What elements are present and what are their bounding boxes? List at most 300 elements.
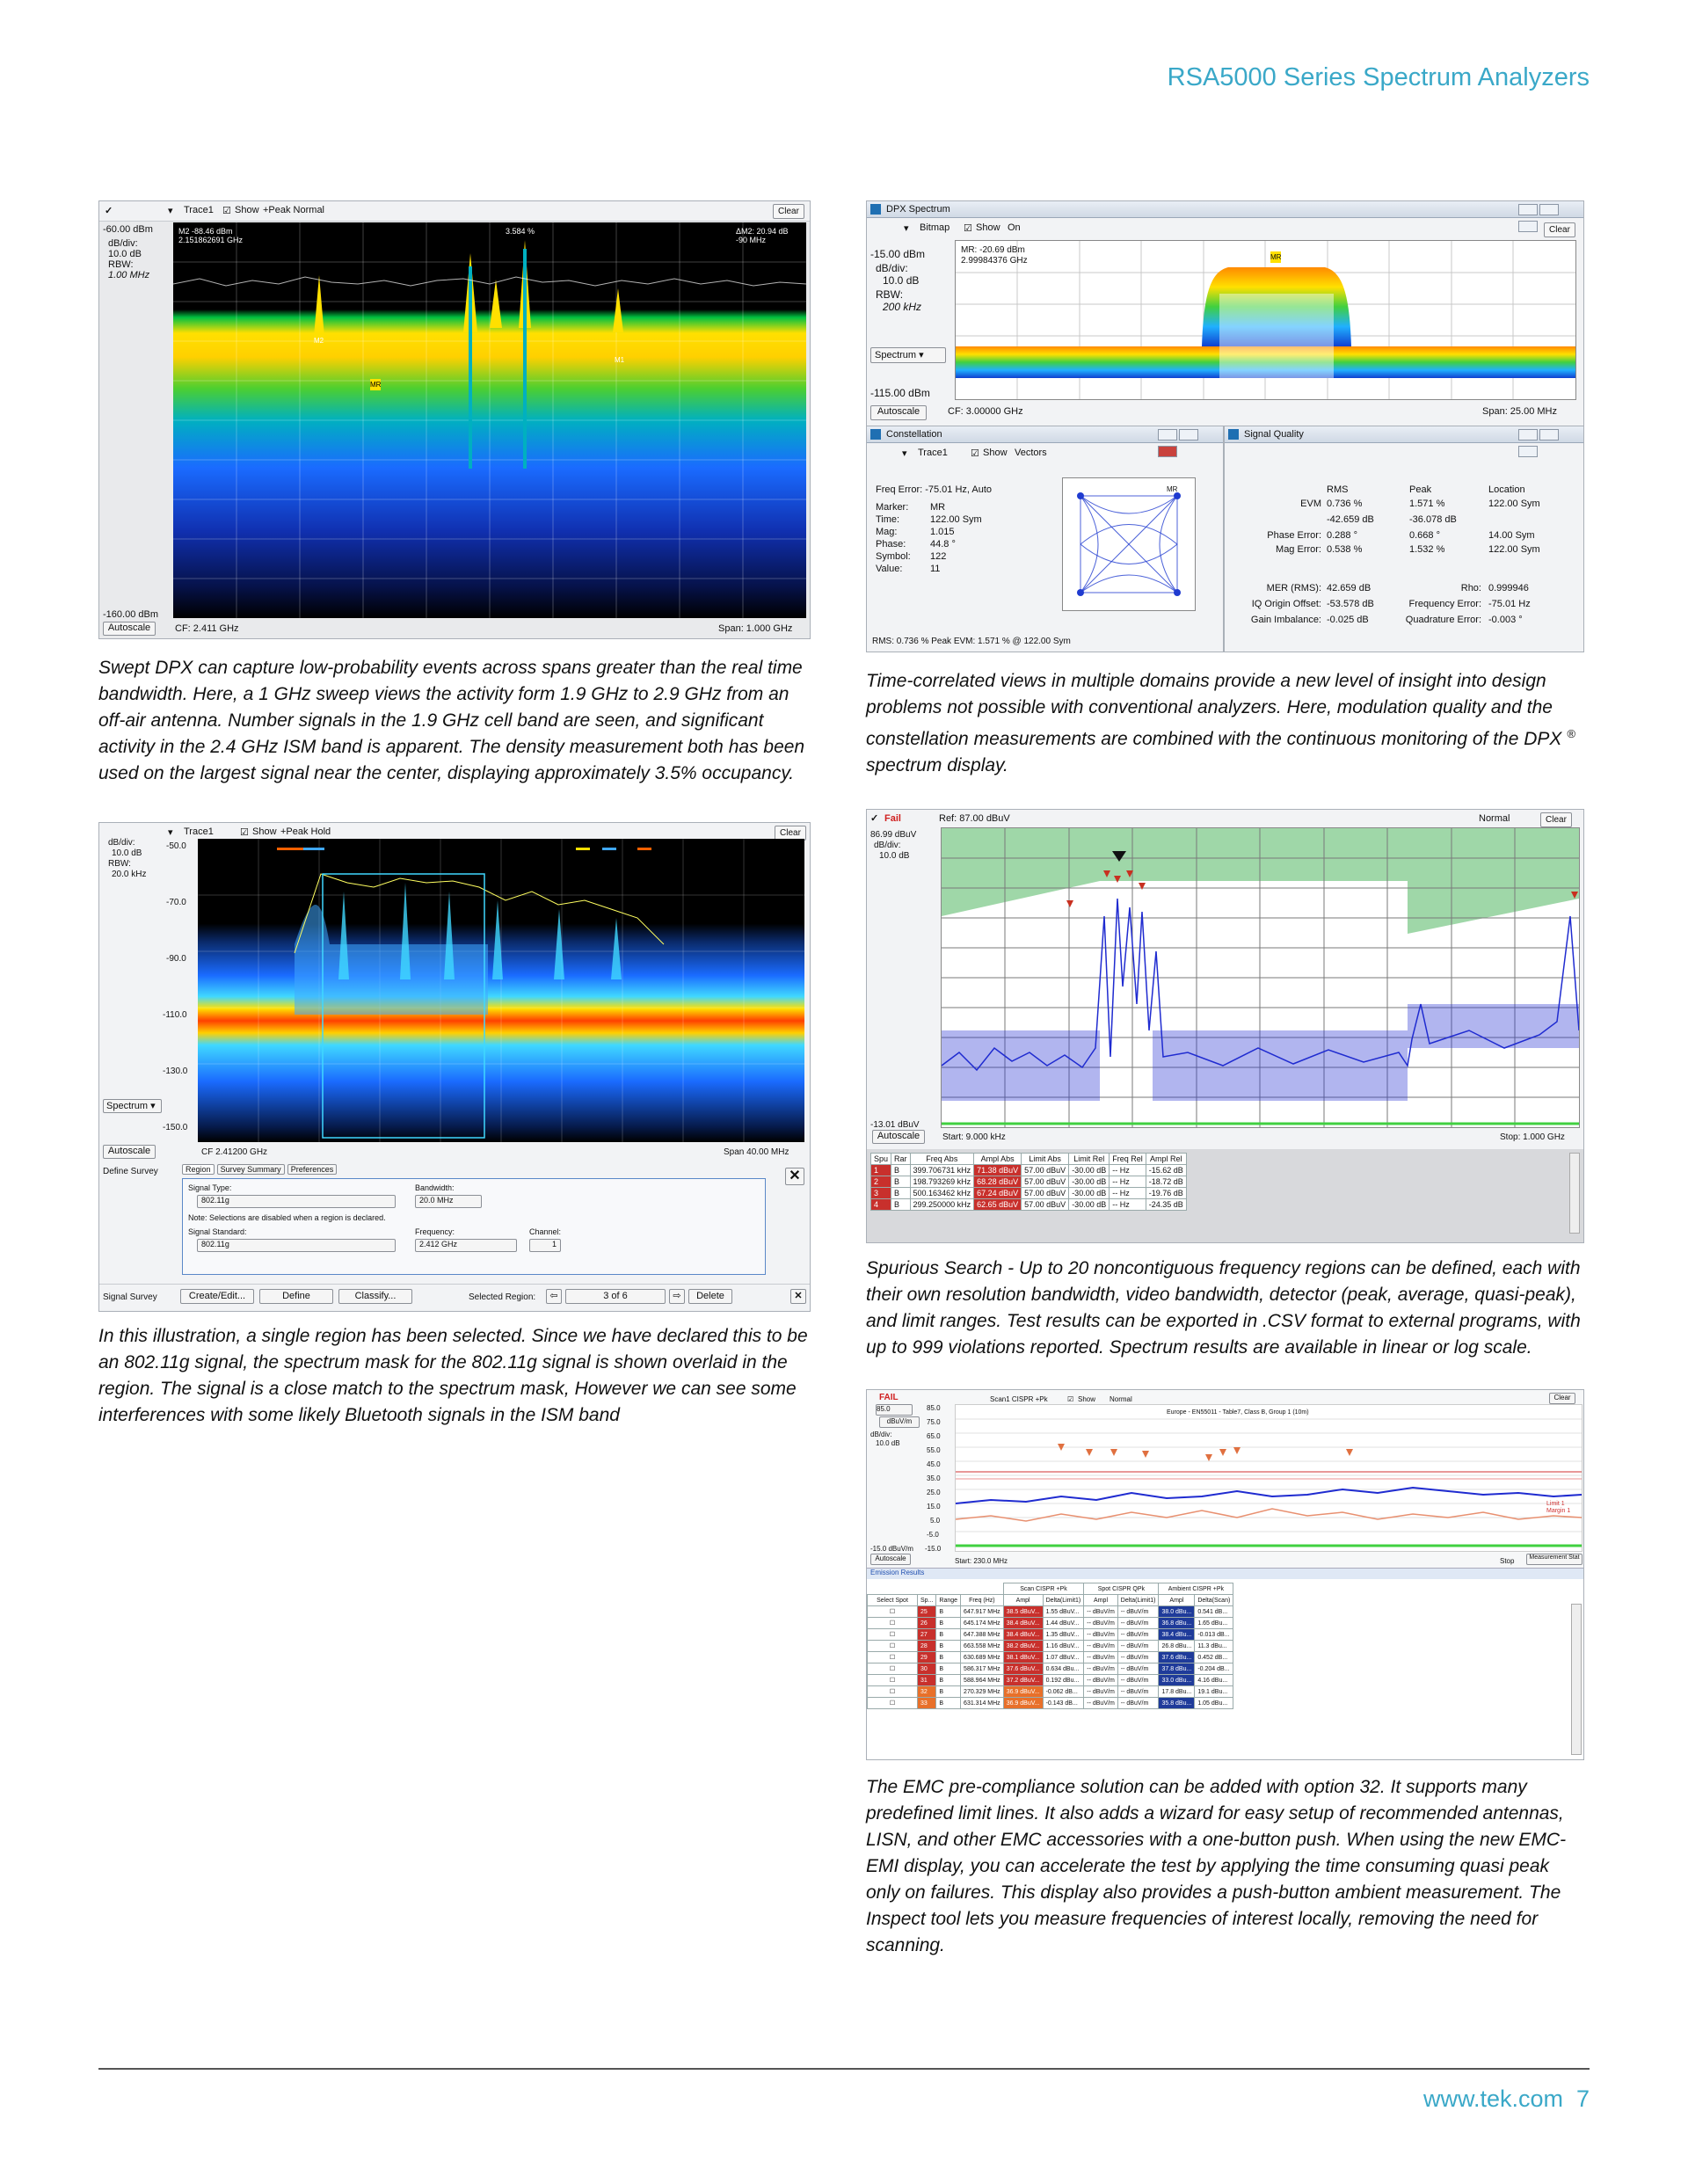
location-header: Location <box>1488 484 1525 495</box>
show-checkbox[interactable]: ☑ <box>971 448 979 459</box>
scan-delta: 1.07 dBuV... <box>1043 1652 1084 1663</box>
ambient-delta: 1.05 dBu... <box>1195 1698 1233 1709</box>
column-header[interactable]: Ampl <box>1084 1595 1118 1606</box>
vectors-label: Vectors <box>1015 448 1047 458</box>
db-div-value[interactable]: 10.0 dB <box>883 274 920 287</box>
survey-spectrum-plot[interactable] <box>198 839 804 1142</box>
spot-ampl: -- dBuV/m <box>1084 1675 1118 1686</box>
mag-label: Mag: <box>876 527 898 537</box>
table-row[interactable] <box>871 1176 1187 1188</box>
caption-time-correlated-text: Time-correlated views in multiple domains provide a new level of insight into design problems not possible with conventional analyzers. Here, modulation quality and the constellation measurements are combined with the continuous monitoring of the DPX <box>866 671 1562 749</box>
spot-index: 31 <box>918 1675 936 1686</box>
window-controls[interactable] <box>1517 429 1578 440</box>
column-header[interactable]: Ampl Abs <box>974 1154 1022 1165</box>
delta-readout-1: ΔM2: 20.94 dB <box>736 227 789 236</box>
scan-delta: 1.35 dBuV... <box>1043 1629 1084 1641</box>
autoscale-button[interactable]: Autoscale <box>103 1145 156 1159</box>
ampl-rel: -24.35 dB <box>1146 1199 1186 1211</box>
y-tick: 85.0 <box>927 1404 941 1412</box>
scan-delta: 0.634 dBu... <box>1043 1663 1084 1675</box>
marker-mr-label[interactable]: MR <box>1167 485 1178 493</box>
dpx-spectrum-graphic <box>173 222 806 618</box>
mag-error-rms: 0.538 % <box>1327 544 1363 555</box>
rho-label: Rho: <box>1460 583 1481 593</box>
rbw-label: RBW: <box>108 259 134 270</box>
page-number: 7 <box>1575 2086 1590 2112</box>
caption-time-correlated-end: spectrum display. <box>866 755 1008 775</box>
bottom-level[interactable]: -160.00 dBm <box>103 609 158 620</box>
clear-button[interactable]: Clear <box>773 204 804 219</box>
spot-delta: -- dBuV/m <box>1117 1652 1159 1663</box>
rbw-value[interactable]: 20.0 kHz <box>112 870 147 879</box>
y-tick: 25.0 <box>927 1489 941 1496</box>
spur-index: 4 <box>871 1199 891 1211</box>
evm-peak-db: -36.078 dB <box>1409 514 1457 525</box>
iq-origin-offset-label: IQ Origin Offset: <box>1251 599 1321 609</box>
detector-mode[interactable]: +Peak Hold <box>280 826 331 837</box>
marker-readout-2: 2.151862691 GHz <box>178 236 244 244</box>
column-header[interactable]: Delta(Limit1) <box>1117 1595 1159 1606</box>
freq-abs: 399.706731 kHz <box>910 1165 974 1176</box>
freq-rel: -- Hz <box>1110 1176 1146 1188</box>
clear-button[interactable]: Clear <box>1544 222 1575 237</box>
column-header[interactable]: Ampl <box>1159 1595 1195 1606</box>
emission-results-title: Emission Results <box>867 1569 1583 1579</box>
quadrature-error-label: Quadrature Error: <box>1405 615 1481 625</box>
center-frequency[interactable]: CF: 2.411 GHz <box>175 623 239 634</box>
stop-frequency[interactable]: Stop: 1.000 GHz <box>1500 1132 1565 1142</box>
window-icon <box>1228 429 1239 440</box>
freq-abs: 299.250000 kHz <box>910 1199 974 1211</box>
column-header[interactable]: Ampl Rel <box>1146 1154 1186 1165</box>
ambient-ampl: 38.4 dBu... <box>1159 1629 1195 1641</box>
spot-ampl: -- dBuV/m <box>1084 1641 1118 1652</box>
spot-ampl: -- dBuV/m <box>1084 1629 1118 1641</box>
window-controls[interactable] <box>1156 429 1218 440</box>
constellation-titlebar <box>867 426 1223 443</box>
group-header-row <box>868 1583 1233 1595</box>
show-label: Show <box>252 826 277 837</box>
range: B <box>891 1176 911 1188</box>
column-header[interactable]: Limit Rel <box>1069 1154 1110 1165</box>
db-div-value[interactable]: 10.0 dB <box>108 249 142 259</box>
caption-emc: The EMC pre-compliance solution can be added with option 32. It supports many predefined limit lines. It also adds a wizard for easy setup of recommended antennas, LISN, and other EMC accessories with a one-button push. When using the new EMC-EMI display, you can accelerate the test by applying the time consuming quasi peak only on failures. This display also provides a push-button ambient measurement. The Inspect tool lets you measure frequencies of interest locally, removing the need for scanning. <box>866 1777 1567 1955</box>
column-header[interactable]: Sp... <box>918 1595 936 1606</box>
define-survey-label: Define Survey <box>103 1167 158 1176</box>
unit-select[interactable]: dBuV/m <box>879 1416 920 1428</box>
y-tick-3: -90.0 <box>166 954 186 964</box>
db-div-value[interactable]: 10.0 dB <box>112 848 142 858</box>
column-header[interactable]: Limit Abs <box>1022 1154 1069 1165</box>
marker-readout-2: 2.99984376 GHz <box>961 256 1028 266</box>
ampl-abs: 62.65 dBuV <box>974 1199 1022 1211</box>
rbw-label: RBW: <box>108 859 131 869</box>
dropdown-arrow-icon[interactable]: ▾ <box>902 448 907 459</box>
column-header[interactable]: Range <box>936 1595 961 1606</box>
frequency-label: Frequency: <box>415 1227 455 1236</box>
select-checkbox[interactable]: ☐ <box>868 1641 918 1652</box>
evm-rms-db: -42.659 dB <box>1327 514 1374 525</box>
document-header-title: RSA5000 Series Spectrum Analyzers <box>1167 63 1590 91</box>
spurious-results-panel <box>867 1149 1583 1242</box>
y-tick: 35.0 <box>927 1474 941 1482</box>
marker-label: Marker: <box>876 502 909 513</box>
limit-abs: 57.00 dBuV <box>1022 1176 1069 1188</box>
column-header[interactable]: Select Spot <box>868 1595 918 1606</box>
column-header[interactable]: Rar <box>891 1154 911 1165</box>
rms-header: RMS <box>1327 484 1349 495</box>
table-row[interactable] <box>868 1686 1233 1698</box>
select-checkbox[interactable]: ☐ <box>868 1698 918 1709</box>
reference-level[interactable]: Ref: 87.00 dBuV <box>939 813 1010 824</box>
limit-rel: -30.00 dB <box>1069 1199 1110 1211</box>
value-value: 11 <box>930 564 941 574</box>
spurious-search-screenshot <box>866 809 1584 1243</box>
measurement-status[interactable]: Measurement Stat <box>1526 1554 1582 1565</box>
survey-spectrum-graphic <box>198 839 804 1142</box>
tab-region[interactable]: Region <box>182 1164 215 1175</box>
range: B <box>936 1606 961 1618</box>
select-checkbox[interactable]: ☐ <box>868 1663 918 1675</box>
top-level[interactable]: 86.99 dBuV <box>870 830 917 840</box>
survey-action-bar <box>99 1284 810 1307</box>
scan-ampl: 38.5 dBuV... <box>1003 1606 1043 1618</box>
table-row[interactable] <box>871 1188 1187 1199</box>
mag-error-label: Mag Error: <box>1276 544 1321 555</box>
limit-title: Europe - EN55011 - Table7, Class B, Group 1 (10m) <box>1167 1409 1309 1416</box>
table-row[interactable] <box>871 1199 1187 1211</box>
column-header[interactable]: Ampl <box>1003 1595 1043 1606</box>
caption-signal-survey: In this illustration, a single region has been selected. Since we have declared this to be an 802.11g signal, the spectrum mask for the 802.11g signal is shown overlaid in the region. The signal is a close match to the spectrum mask, However we can see some interferences with some likely Bluetooth signals in the ISM band <box>98 1326 808 1425</box>
dpx-spectrum-plot[interactable] <box>955 240 1576 400</box>
scan-ampl: 38.1 dBuV... <box>1003 1652 1043 1663</box>
spur-index: 1 <box>871 1165 891 1176</box>
next-region-icon[interactable]: ⇨ <box>669 1289 685 1304</box>
marker-mr-label[interactable]: MR <box>1270 253 1282 261</box>
clear-button[interactable]: Clear <box>775 826 806 841</box>
spurious-spectrum-graphic <box>942 828 1579 1127</box>
trace-select[interactable]: Trace1 <box>918 448 948 458</box>
limit-abs: 57.00 dBuV <box>1022 1188 1069 1199</box>
gain-imbalance-value: -0.025 dB <box>1327 615 1369 625</box>
mer-value: 42.659 dB <box>1327 583 1372 593</box>
signal-quality-title: Signal Quality <box>1244 429 1304 440</box>
signal-quality-titlebar <box>1225 426 1583 443</box>
constellation-window <box>866 426 1224 652</box>
spot-delta: -- dBuV/m <box>1117 1606 1159 1618</box>
range: B <box>936 1663 961 1675</box>
spot-index: 32 <box>918 1686 936 1698</box>
trace-select[interactable]: Scan1 CISPR +Pk <box>990 1395 1048 1403</box>
caption-spurious-search: Spurious Search - Up to 20 noncontiguous frequency regions can be defined, each with their own resolution bandwidth, video bandwidth, detector (peak, average, quasi-peak), and limit ranges. Test results can be exported in .CSV format to external programs, with up to 999 violations reported. Spectrum results are available in linear or log scale. <box>866 1258 1581 1358</box>
spot-delta: -- dBuV/m <box>1117 1641 1159 1652</box>
freq-abs: 198.793269 kHz <box>910 1176 974 1188</box>
start-frequency[interactable]: Start: 230.0 MHz <box>955 1557 1008 1565</box>
ampl-abs: 67.24 dBuV <box>974 1188 1022 1199</box>
classify-button[interactable]: Classify... <box>338 1289 412 1304</box>
scan-delta: 0.192 dBu... <box>1043 1675 1084 1686</box>
emc-spectrum-graphic <box>956 1405 1582 1551</box>
ampl-rel: -19.76 dB <box>1146 1188 1186 1199</box>
span-value[interactable]: Span: 25.00 MHz <box>1482 406 1557 417</box>
phase-error-location: 14.00 Sym <box>1488 530 1535 541</box>
display-select[interactable]: Spectrum ▾ <box>870 347 946 363</box>
marker-value: MR <box>930 502 946 513</box>
previous-region-icon[interactable]: ⇦ <box>546 1289 562 1304</box>
scan-delta: 1.16 dBuV... <box>1043 1641 1084 1652</box>
select-checkbox[interactable]: ☐ <box>868 1686 918 1698</box>
footer-rule <box>98 2068 1590 2070</box>
emc-spectrum-plot[interactable] <box>955 1404 1582 1552</box>
db-div-value[interactable]: 10.0 dB <box>879 851 910 861</box>
close-icon[interactable]: ✕ <box>790 1289 806 1304</box>
center-frequency[interactable]: CF 2.41200 GHz <box>201 1147 268 1157</box>
spot-index: 33 <box>918 1698 936 1709</box>
range: B <box>936 1629 961 1641</box>
dropdown-arrow-icon[interactable]: ▾ <box>168 206 173 216</box>
spot-delta: -- dBuV/m <box>1117 1698 1159 1709</box>
span-value[interactable]: Span 40.00 MHz <box>724 1147 789 1157</box>
range: B <box>936 1618 961 1629</box>
autoscale-button[interactable]: Autoscale <box>870 1554 911 1565</box>
caption-time-correlated <box>866 668 1587 779</box>
phase-label: Phase: <box>876 539 906 550</box>
symbol-value: 122 <box>930 551 947 562</box>
select-checkbox[interactable]: ☐ <box>868 1675 918 1686</box>
table-row[interactable] <box>868 1663 1233 1675</box>
signal-survey-screenshot <box>98 822 811 1312</box>
define-button[interactable]: Define <box>259 1289 333 1304</box>
survey-tabs <box>182 1164 337 1176</box>
tab-preferences[interactable]: Preferences <box>287 1164 338 1175</box>
ambient-ampl: 35.8 dBu... <box>1159 1698 1195 1709</box>
show-checkbox[interactable]: ☑ <box>1067 1395 1074 1403</box>
trace-select[interactable]: Trace1 <box>184 826 214 837</box>
column-header[interactable]: Freq (Hz) <box>961 1595 1004 1606</box>
scan-delta: -0.143 dB... <box>1043 1698 1084 1709</box>
limit-rel: -30.00 dB <box>1069 1165 1110 1176</box>
iq-origin-offset-value: -53.578 dB <box>1327 599 1374 609</box>
value-label: Value: <box>876 564 903 574</box>
y-tick: -5.0 <box>927 1531 939 1539</box>
constellation-plot[interactable] <box>1062 477 1196 611</box>
scan-ampl: 38.2 dBuV... <box>1003 1641 1043 1652</box>
db-div-label: dB/div: <box>108 838 135 848</box>
delete-button[interactable]: Delete <box>688 1289 732 1304</box>
column-header[interactable]: Delta(Limit1) <box>1043 1595 1084 1606</box>
emc-screenshot <box>866 1389 1584 1760</box>
autoscale-button[interactable]: Autoscale <box>870 405 927 420</box>
dpx-spectrum-window <box>866 200 1584 426</box>
ambient-delta: 4.16 dBu... <box>1195 1675 1233 1686</box>
evm-peak: 1.571 % <box>1409 499 1445 509</box>
graticule <box>956 1419 1582 1532</box>
frequency-error-value: -75.01 Hz <box>1488 599 1531 609</box>
spurious-spectrum-plot[interactable] <box>941 827 1580 1128</box>
autoscale-button[interactable]: Autoscale <box>103 622 156 636</box>
show-label: Show <box>983 448 1008 458</box>
evm-label: EVM <box>1300 499 1321 509</box>
table-row[interactable] <box>868 1698 1233 1709</box>
freq-rel: -- Hz <box>1110 1165 1146 1176</box>
span-value[interactable]: Span: 1.000 GHz <box>718 623 793 634</box>
detector-normal[interactable]: Normal <box>1110 1395 1132 1403</box>
emission-results-table <box>867 1583 1233 1709</box>
group-header: Scan CISPR +Pk <box>1003 1583 1084 1595</box>
show-checkbox[interactable]: ☑ <box>222 206 231 216</box>
channel-field[interactable]: 1 <box>529 1239 561 1252</box>
frequency: 588.964 MHz <box>961 1675 1004 1686</box>
y-tick: 5.0 <box>930 1517 941 1525</box>
bottom-level[interactable]: -115.00 dBm <box>870 387 930 399</box>
limit-rel: -30.00 dB <box>1069 1176 1110 1188</box>
select-checkbox[interactable]: ☐ <box>868 1652 918 1663</box>
spot-ampl: -- dBuV/m <box>1084 1663 1118 1675</box>
bottom-level[interactable]: -13.01 dBuV <box>870 1120 920 1130</box>
table-row[interactable] <box>868 1629 1233 1641</box>
ambient-ampl: 38.0 dBu... <box>1159 1606 1195 1618</box>
table-row[interactable] <box>868 1606 1233 1618</box>
dropdown-arrow-icon[interactable]: ▾ <box>168 827 173 838</box>
ref-level[interactable]: -60.00 dBm <box>103 224 153 235</box>
show-label: Show <box>235 205 259 215</box>
y-tick: 65.0 <box>927 1432 941 1440</box>
tab-survey-summary[interactable]: Survey Summary <box>217 1164 285 1175</box>
ambient-delta: -0.204 dB... <box>1195 1663 1233 1675</box>
signal-type-label: Signal Type: <box>188 1183 232 1192</box>
dpx-spectrum-titlebar <box>867 201 1583 218</box>
show-checkbox[interactable]: ☑ <box>240 827 249 838</box>
scan-ampl: 36.9 dBuV... <box>1003 1686 1043 1698</box>
rbw-value[interactable]: 200 kHz <box>883 301 922 313</box>
column-header[interactable]: Freq Abs <box>910 1154 974 1165</box>
signal-type-field[interactable]: 802.11g <box>197 1195 396 1208</box>
scan-delta: 1.44 dBuV... <box>1043 1618 1084 1629</box>
limit-abs: 57.00 dBuV <box>1022 1199 1069 1211</box>
marker-m2-label[interactable]: M2 <box>314 337 324 345</box>
rbw-value[interactable]: 1.00 MHz <box>108 270 150 280</box>
bandwidth-label: Bandwidth: <box>415 1183 455 1192</box>
spurious-results-table <box>870 1153 1187 1211</box>
select-checkbox[interactable]: ☐ <box>868 1629 918 1641</box>
mer-label: MER (RMS): <box>1266 583 1321 593</box>
select-checkbox[interactable]: ☐ <box>868 1618 918 1629</box>
marker-m1-label[interactable]: M1 <box>615 356 625 364</box>
spot-delta: -- dBuV/m <box>1117 1618 1159 1629</box>
stop-frequency[interactable]: Stop <box>1500 1557 1515 1565</box>
table-row[interactable] <box>868 1652 1233 1663</box>
detector-normal[interactable]: Normal <box>1479 813 1510 824</box>
dropdown-arrow-icon[interactable]: ▾ <box>904 223 909 234</box>
range: B <box>936 1698 961 1709</box>
y-tick: 45.0 <box>927 1460 941 1468</box>
table-row[interactable] <box>871 1165 1187 1176</box>
db-div-value[interactable]: 10.0 dB <box>876 1439 900 1447</box>
column-header[interactable]: Delta(Scan) <box>1195 1595 1233 1606</box>
create-edit-button[interactable]: Create/Edit... <box>180 1289 254 1304</box>
window-icon <box>870 204 881 215</box>
close-icon[interactable]: ✕ <box>785 1168 804 1185</box>
selection-note: Note: Selections are disabled when a region is declared. <box>188 1213 386 1222</box>
spot-delta: -- dBuV/m <box>1117 1629 1159 1641</box>
db-div-label: dB/div: <box>108 238 138 249</box>
range: B <box>936 1675 961 1686</box>
center-frequency[interactable]: CF: 3.00000 GHz <box>948 406 1023 417</box>
column-header[interactable]: Spu <box>871 1154 891 1165</box>
marker-mr-label[interactable]: MR <box>370 381 382 389</box>
ambient-ampl: 33.0 dBu... <box>1159 1675 1195 1686</box>
clear-button[interactable]: Clear <box>1549 1393 1575 1404</box>
peak-header: Peak <box>1409 484 1432 495</box>
table-row[interactable] <box>868 1618 1233 1629</box>
bitmap-select[interactable]: Bitmap <box>920 222 950 233</box>
spot-index: 28 <box>918 1641 936 1652</box>
channel-label: Channel: <box>529 1227 562 1236</box>
dpx-density-plot[interactable] <box>173 222 806 618</box>
ref-level[interactable]: -15.00 dBm <box>870 248 926 260</box>
violation-markers <box>1058 1444 1353 1461</box>
evm-location: 122.00 Sym <box>1488 499 1540 509</box>
spot-delta: -- dBuV/m <box>1117 1675 1159 1686</box>
group-header: Ambient CISPR +Pk <box>1159 1583 1233 1595</box>
table-row[interactable] <box>868 1675 1233 1686</box>
phase-error-label: Phase Error: <box>1267 530 1321 541</box>
phase-error-rms: 0.288 ° <box>1327 530 1357 541</box>
trace-select[interactable]: Trace1 <box>184 205 214 215</box>
bandwidth-field[interactable]: 20.0 MHz <box>415 1195 482 1208</box>
y-tick: 75.0 <box>927 1418 941 1426</box>
fail-status: Fail <box>884 813 901 824</box>
density-readout: 3.584 % <box>506 227 535 236</box>
vertical-scrollbar[interactable] <box>1571 1604 1582 1755</box>
table-row[interactable] <box>868 1641 1233 1652</box>
window-controls[interactable] <box>1517 204 1578 215</box>
detector-mode[interactable]: +Peak Normal <box>263 205 325 215</box>
show-checkbox[interactable]: ☑ <box>964 223 972 234</box>
footer-url[interactable]: www.tek.com <box>1422 2086 1563 2112</box>
constellation-title: Constellation <box>886 429 942 440</box>
spot-index: 30 <box>918 1663 936 1675</box>
start-frequency[interactable]: Start: 9.000 kHz <box>942 1132 1006 1142</box>
display-select[interactable]: Spectrum ▾ <box>103 1099 162 1113</box>
scan-ampl: 37.2 dBuV... <box>1003 1675 1043 1686</box>
constellation-footer: RMS: 0.736 % Peak EVM: 1.571 % @ 122.00 Sym <box>872 637 1071 646</box>
clear-button[interactable]: Clear <box>1540 812 1572 827</box>
frequency-field[interactable]: 2.412 GHz <box>415 1239 517 1252</box>
spot-delta: -- dBuV/m <box>1117 1663 1159 1675</box>
select-checkbox[interactable]: ☐ <box>868 1606 918 1618</box>
autoscale-button[interactable]: Autoscale <box>872 1130 925 1144</box>
y-tick: 55.0 <box>927 1446 941 1454</box>
ambient-ampl: 26.8 dBu... <box>1159 1641 1195 1652</box>
legend-margin-1: Margin 1 <box>1546 1508 1571 1514</box>
ambient-ampl: 37.6 dBu... <box>1159 1652 1195 1663</box>
scan-ampl: 37.6 dBuV... <box>1003 1663 1043 1675</box>
registered-mark: ® <box>1567 727 1575 740</box>
check-icon: ✓ <box>870 813 879 824</box>
column-header[interactable]: Freq Rel <box>1110 1154 1146 1165</box>
bottom-level[interactable]: -15.0 dBuV/m <box>870 1545 913 1553</box>
freq-rel: -- Hz <box>1110 1188 1146 1199</box>
spot-index: 25 <box>918 1606 936 1618</box>
reference-field[interactable]: 85.0 <box>876 1404 913 1416</box>
vertical-scrollbar[interactable] <box>1569 1153 1580 1234</box>
ambient-delta: 0.452 dB... <box>1195 1652 1233 1663</box>
ambient-ampl: 37.8 dBu... <box>1159 1663 1195 1675</box>
spot-index: 29 <box>918 1652 936 1663</box>
mag-error-peak: 1.532 % <box>1409 544 1445 555</box>
signal-standard-field[interactable]: 802.11g <box>197 1239 396 1252</box>
